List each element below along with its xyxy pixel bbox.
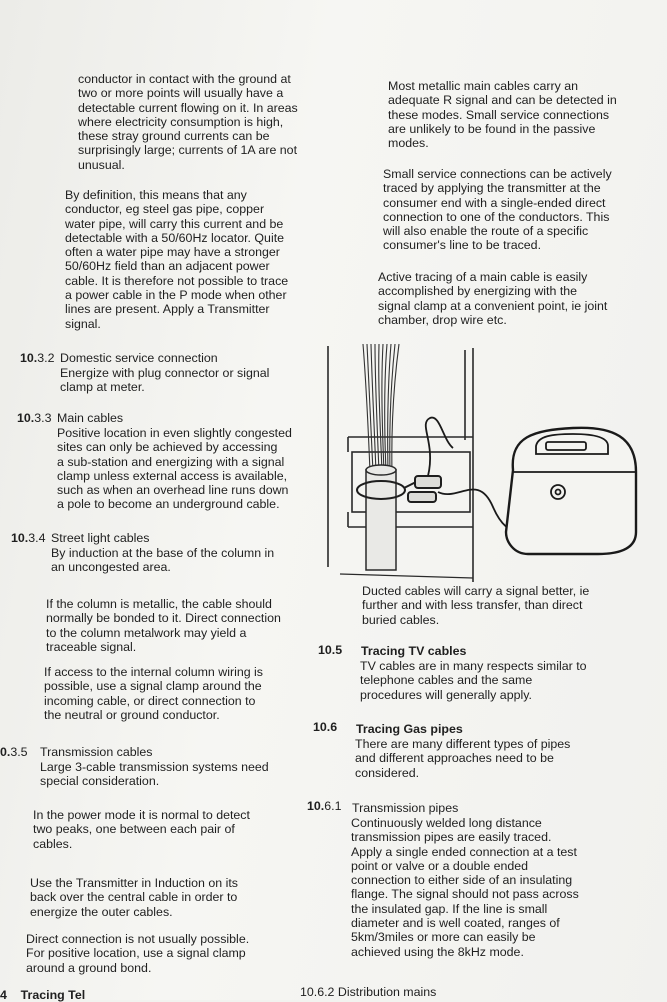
section-number-10-3-2: 10.3.2: [20, 351, 55, 365]
section-number-10-3-5: 0.3.5: [0, 745, 28, 759]
street-light-paragraph-3: If access to the internal column wiring is possible, use a signal clamp around the incoming cable, or direct connection to the neutral or ground conductor.: [44, 665, 263, 722]
section-body-transmission-cables: Large 3-cable transmission systems need special consideration.: [40, 760, 269, 789]
section-body-tracing-gas-pipes: There are many different types of pipes and different approaches need to be considered.: [355, 737, 571, 780]
intro-paragraph-1: conductor in contact with the ground at two or more points will usually have a detectable current flowing on it. In areas where electricity consumption is high, these stray ground currents can be surprisingly large; currents of 1A are not unusual.: [78, 72, 298, 172]
transmission-cables-paragraph-2: In the power mode it is normal to detect two peaks, one between each pair of cables.: [33, 808, 250, 851]
section-title-street-light: Street light cables: [51, 531, 150, 545]
section-body-main-cables: Positive location in even slightly congested sites can only be achieved by accessing a sub-station and energizing with a signal clamp unless external access is available, such as when an overhead line runs down a pole to become an underground cable.: [57, 426, 292, 512]
cable-duct-signal-clamp-transmitter-illustration: [318, 342, 653, 582]
section-title-domestic-service: Domestic service connection: [60, 351, 218, 365]
section-body-street-light: By induction at the base of the column in an uncongested area.: [51, 546, 275, 575]
transmission-cables-paragraph-4: Direct connection is not usually possible. For positive location, use a signal clamp around a ground bond.: [26, 932, 250, 975]
next-section-heading-cut: 4 Tracing Tel: [0, 988, 86, 1002]
street-light-paragraph-2: If the column is metallic, the cable should normally be bonded to it. Direct connection to the column metalwork may yield a traceable signal.: [46, 597, 281, 654]
section-title-transmission-cables: Transmission cables: [40, 745, 153, 759]
right-paragraph-1: Most metallic main cables carry an adequate R signal and can be detected in these modes. Small service connections are unlikely to be found in the passive modes.: [388, 79, 617, 151]
section-number-10-5: 10.5: [318, 643, 343, 657]
section-number-10-3-4: 10.3.4: [11, 531, 46, 545]
section-number-10-3-3: 10.3.3: [17, 411, 52, 425]
section-number-10-6-1: 10.6.1: [307, 799, 342, 813]
section-title-tracing-tv-cables: Tracing TV cables: [361, 644, 467, 658]
next-subsection-heading-cut: 10.6.2 Distribution mains: [300, 985, 437, 999]
section-body-transmission-pipes: Continuously welded long distance transmission pipes are easily traced. Apply a single ended connection at a test point or valve or a double ended connection to either side of an insulating flange. The signal should not pass across the insulated gap. If the line is small diameter and is well coated, ranges of 5km/3miles or more can easily be achieved using the 8kHz mode.: [351, 816, 579, 959]
intro-paragraph-2: By definition, this means that any conductor, eg steel gas pipe, copper water pipe, will carry this current and be detectable with a 50/60Hz locator. Quite often a water pipe may have a stronger 50/60Hz field than an adjacent power cable. It is therefore not possible to trace a power cable in the P mode when other lines are present. Apply a Transmitter signal.: [65, 188, 289, 331]
section-title-main-cables: Main cables: [57, 411, 124, 425]
section-body-domestic-service: Energize with plug connector or signal clamp at meter.: [60, 366, 270, 395]
section-number-10-6: 10.6: [313, 720, 338, 734]
section-body-tracing-tv-cables: TV cables are in many respects similar to telephone cables and the same procedures will generally apply.: [360, 659, 587, 702]
right-paragraph-3: Active tracing of a main cable is easily accomplished by energizing with the signal clamp at a convenient point, ie joint chamber, drop wire etc.: [378, 270, 608, 327]
section-title-transmission-pipes: Transmission pipes: [352, 801, 459, 815]
section-title-tracing-gas-pipes: Tracing Gas pipes: [356, 722, 463, 736]
figure-caption: Ducted cables will carry a signal better, ie further and with less transfer, than direct buried cables.: [362, 584, 590, 627]
transmission-cables-paragraph-3: Use the Transmitter in Induction on its back over the central cable in order to energize the outer cables.: [30, 876, 238, 919]
right-paragraph-2: Small service connections can be actively traced by applying the transmitter at the consumer end with a single-ended direct connection to one of the conductors. This will also enable the route of a specific consumer's line to be traced.: [383, 167, 612, 253]
